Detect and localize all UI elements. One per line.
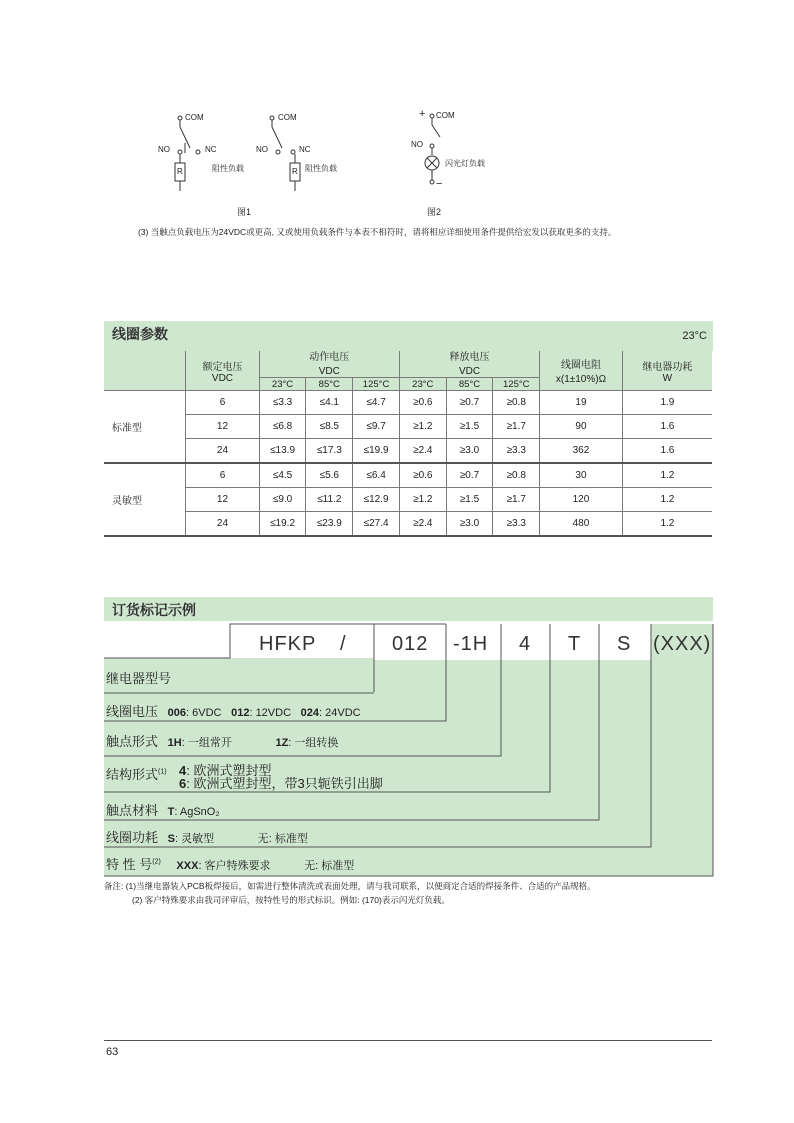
coil-temp-header: 85°C [446,378,493,391]
coil-cell-resistance: 362 [540,439,623,464]
coil-header-pickup: 动作电压 [259,351,399,365]
coil-row [104,391,712,415]
coil-cell-pickup: ≤27.4 [353,512,400,537]
fig1-caption: 图1 [237,207,252,217]
order-row-structure-opt2: 6: 欧洲式塑封型，带3只轭铁引出脚 [179,776,383,791]
coil-cell-power: 1.2 [622,463,712,488]
coil-cell-pickup: ≤4.7 [353,391,400,415]
coil-cell-resistance: 19 [540,391,623,415]
coil-header-power: 继电器功耗 W [622,351,712,391]
order-section-bar [104,597,713,621]
coil-header-release-unit: VDC [399,365,539,378]
order-row-coil-voltage: 线圈电压 006: 6VDC 012: 12VDC 024: 24VDC [106,704,361,719]
coil-cell-release: ≥0.6 [399,463,446,488]
coil-cell-release: ≥3.0 [446,439,493,464]
coil-table [104,351,712,537]
order-row-material: 触点材料 T: AgSnO₂ [106,803,220,818]
order-code-special: (XXX) [653,633,712,655]
order-note-1: 备注: (1)当继电器装入PCB板焊接后，如需进行整体清洗或表面处理，请与我司联系，以便商定合适的焊接条件、合适的产品规格。 [104,881,596,891]
coil-header-rated: 额定电压 VDC [186,351,259,391]
coil-cell-resistance: 120 [540,488,623,512]
fig1-right-r-label: R [292,167,298,176]
coil-cell-power: 1.9 [622,391,712,415]
coil-cell-power: 1.2 [622,488,712,512]
coil-cell-voltage: 12 [186,488,259,512]
coil-cell-resistance: 30 [540,463,623,488]
coil-group-label: 灵敏型 [104,463,186,536]
coil-header-pickup-unit: VDC [259,365,399,378]
coil-cell-release: ≥0.7 [446,463,493,488]
coil-temp-header: 23°C [399,378,446,391]
fig2-com-label: COM [436,111,455,120]
coil-cell-pickup: ≤19.9 [353,439,400,464]
coil-row [104,439,712,464]
fig1-right-no-label: NO [256,145,268,154]
coil-cell-voltage: 6 [186,391,259,415]
order-row-structure: 结构形式$^{(1)}$ [106,767,167,782]
coil-temp-header: 23°C [259,378,306,391]
coil-header-blank [104,351,186,391]
coil-cell-pickup: ≤23.9 [306,512,353,537]
coil-temp-label: 23°C [682,330,707,342]
coil-cell-pickup: ≤12.9 [353,488,400,512]
order-code-voltage: 012 [392,633,429,655]
coil-cell-release: ≥3.3 [493,512,540,537]
coil-cell-pickup: ≤9.7 [353,415,400,439]
coil-group-label: 标准型 [104,391,186,464]
coil-row [104,463,712,488]
order-note-2: (2) 客户特殊要求由我司评审后，按特性号的形式标识。例如: (170)表示闪光灯负载。 [132,895,450,905]
coil-cell-pickup: ≤19.2 [259,512,306,537]
fig1-left-r-label: R [177,167,183,176]
fig2-load-label: 闪光灯负载 [445,159,485,168]
coil-cell-pickup: ≤8.5 [306,415,353,439]
coil-cell-power: 1.6 [622,439,712,464]
footer-rule [104,1040,712,1041]
coil-cell-release: ≥0.8 [493,391,540,415]
fig1-left-nc-label: NC [205,145,217,154]
coil-cell-voltage: 24 [186,439,259,464]
coil-section-title: 线圈参数 [112,326,168,342]
coil-cell-pickup: ≤4.5 [259,463,306,488]
coil-cell-release: ≥1.5 [446,415,493,439]
order-code-contact: -1H [453,633,489,655]
order-code-series: HFKP [259,633,317,655]
page-number: 63 [106,1046,119,1058]
coil-cell-pickup: ≤13.9 [259,439,306,464]
fig2-minus-label: − [436,178,443,190]
order-code-structure: 4 [519,633,532,655]
order-row-power: 线圈功耗 S: 灵敏型 无: 标准型 [106,830,308,845]
order-row-contact-form: 触点形式 1H: 一组常开 1Z: 一组转换 [106,734,339,749]
coil-cell-power: 1.6 [622,415,712,439]
coil-cell-pickup: ≤4.1 [306,391,353,415]
coil-header-resistance: 线圈电阻 x(1±10%)Ω [540,351,623,391]
fig2-no-label: NO [411,140,423,149]
coil-cell-resistance: 480 [540,512,623,537]
order-code-slash: / [340,633,347,655]
coil-temp-header: 125°C [493,378,540,391]
coil-cell-release: ≥1.5 [446,488,493,512]
coil-cell-power: 1.2 [622,512,712,537]
coil-cell-pickup: ≤6.4 [353,463,400,488]
fig1-left-com-label: COM [185,113,204,122]
coil-temp-header: 85°C [306,378,353,391]
coil-cell-voltage: 6 [186,463,259,488]
fig1-right-com-label: COM [278,113,297,122]
coil-cell-release: ≥1.7 [493,488,540,512]
order-code-material: T [568,633,582,655]
coil-cell-pickup: ≤9.0 [259,488,306,512]
coil-header-release: 释放电压 [399,351,539,365]
note-3: (3) 当触点负载电压为24VDC或更高, 又或使用负载条件与本表不相符时，请将相应详细使用条件提供给宏发以获取更多的支持。 [138,227,617,237]
coil-cell-release: ≥2.4 [399,512,446,537]
coil-cell-resistance: 90 [540,415,623,439]
fig2-plus-label: + [419,108,426,120]
coil-cell-release: ≥0.7 [446,391,493,415]
coil-temp-header: 125°C [353,378,400,391]
order-row-special: 特 性 号$^{(2)}$ XXX: 客户特殊要求 无: 标准型 [106,857,355,872]
coil-cell-pickup: ≤6.8 [259,415,306,439]
fig2-caption: 图2 [427,207,442,217]
coil-cell-pickup: ≤17.3 [306,439,353,464]
coil-cell-release: ≥1.2 [399,488,446,512]
order-row-model: 继电器型号 [106,671,172,686]
order-section-title: 订货标记示例 [112,602,196,618]
coil-row [104,415,712,439]
coil-cell-release: ≥1.2 [399,415,446,439]
order-code-power: S [617,633,632,655]
coil-cell-release: ≥3.0 [446,512,493,537]
fig1-left-load-label: 阻性负载 [212,164,244,173]
coil-cell-release: ≥1.7 [493,415,540,439]
coil-cell-voltage: 24 [186,512,259,537]
order-row-structure-opt1: 4: 欧洲式塑封型 [179,763,272,778]
coil-row [104,512,712,537]
coil-cell-release: ≥0.8 [493,463,540,488]
coil-cell-release: ≥0.6 [399,391,446,415]
coil-cell-pickup: ≤11.2 [306,488,353,512]
coil-cell-release: ≥2.4 [399,439,446,464]
coil-section-bar [104,321,713,351]
coil-cell-pickup: ≤3.3 [259,391,306,415]
fig1-right-nc-label: NC [299,145,311,154]
coil-cell-release: ≥3.3 [493,439,540,464]
coil-cell-pickup: ≤5.6 [306,463,353,488]
coil-row [104,488,712,512]
fig1-right-load-label: 阻性负载 [305,164,337,173]
coil-cell-voltage: 12 [186,415,259,439]
fig1-left-no-label: NO [158,145,170,154]
